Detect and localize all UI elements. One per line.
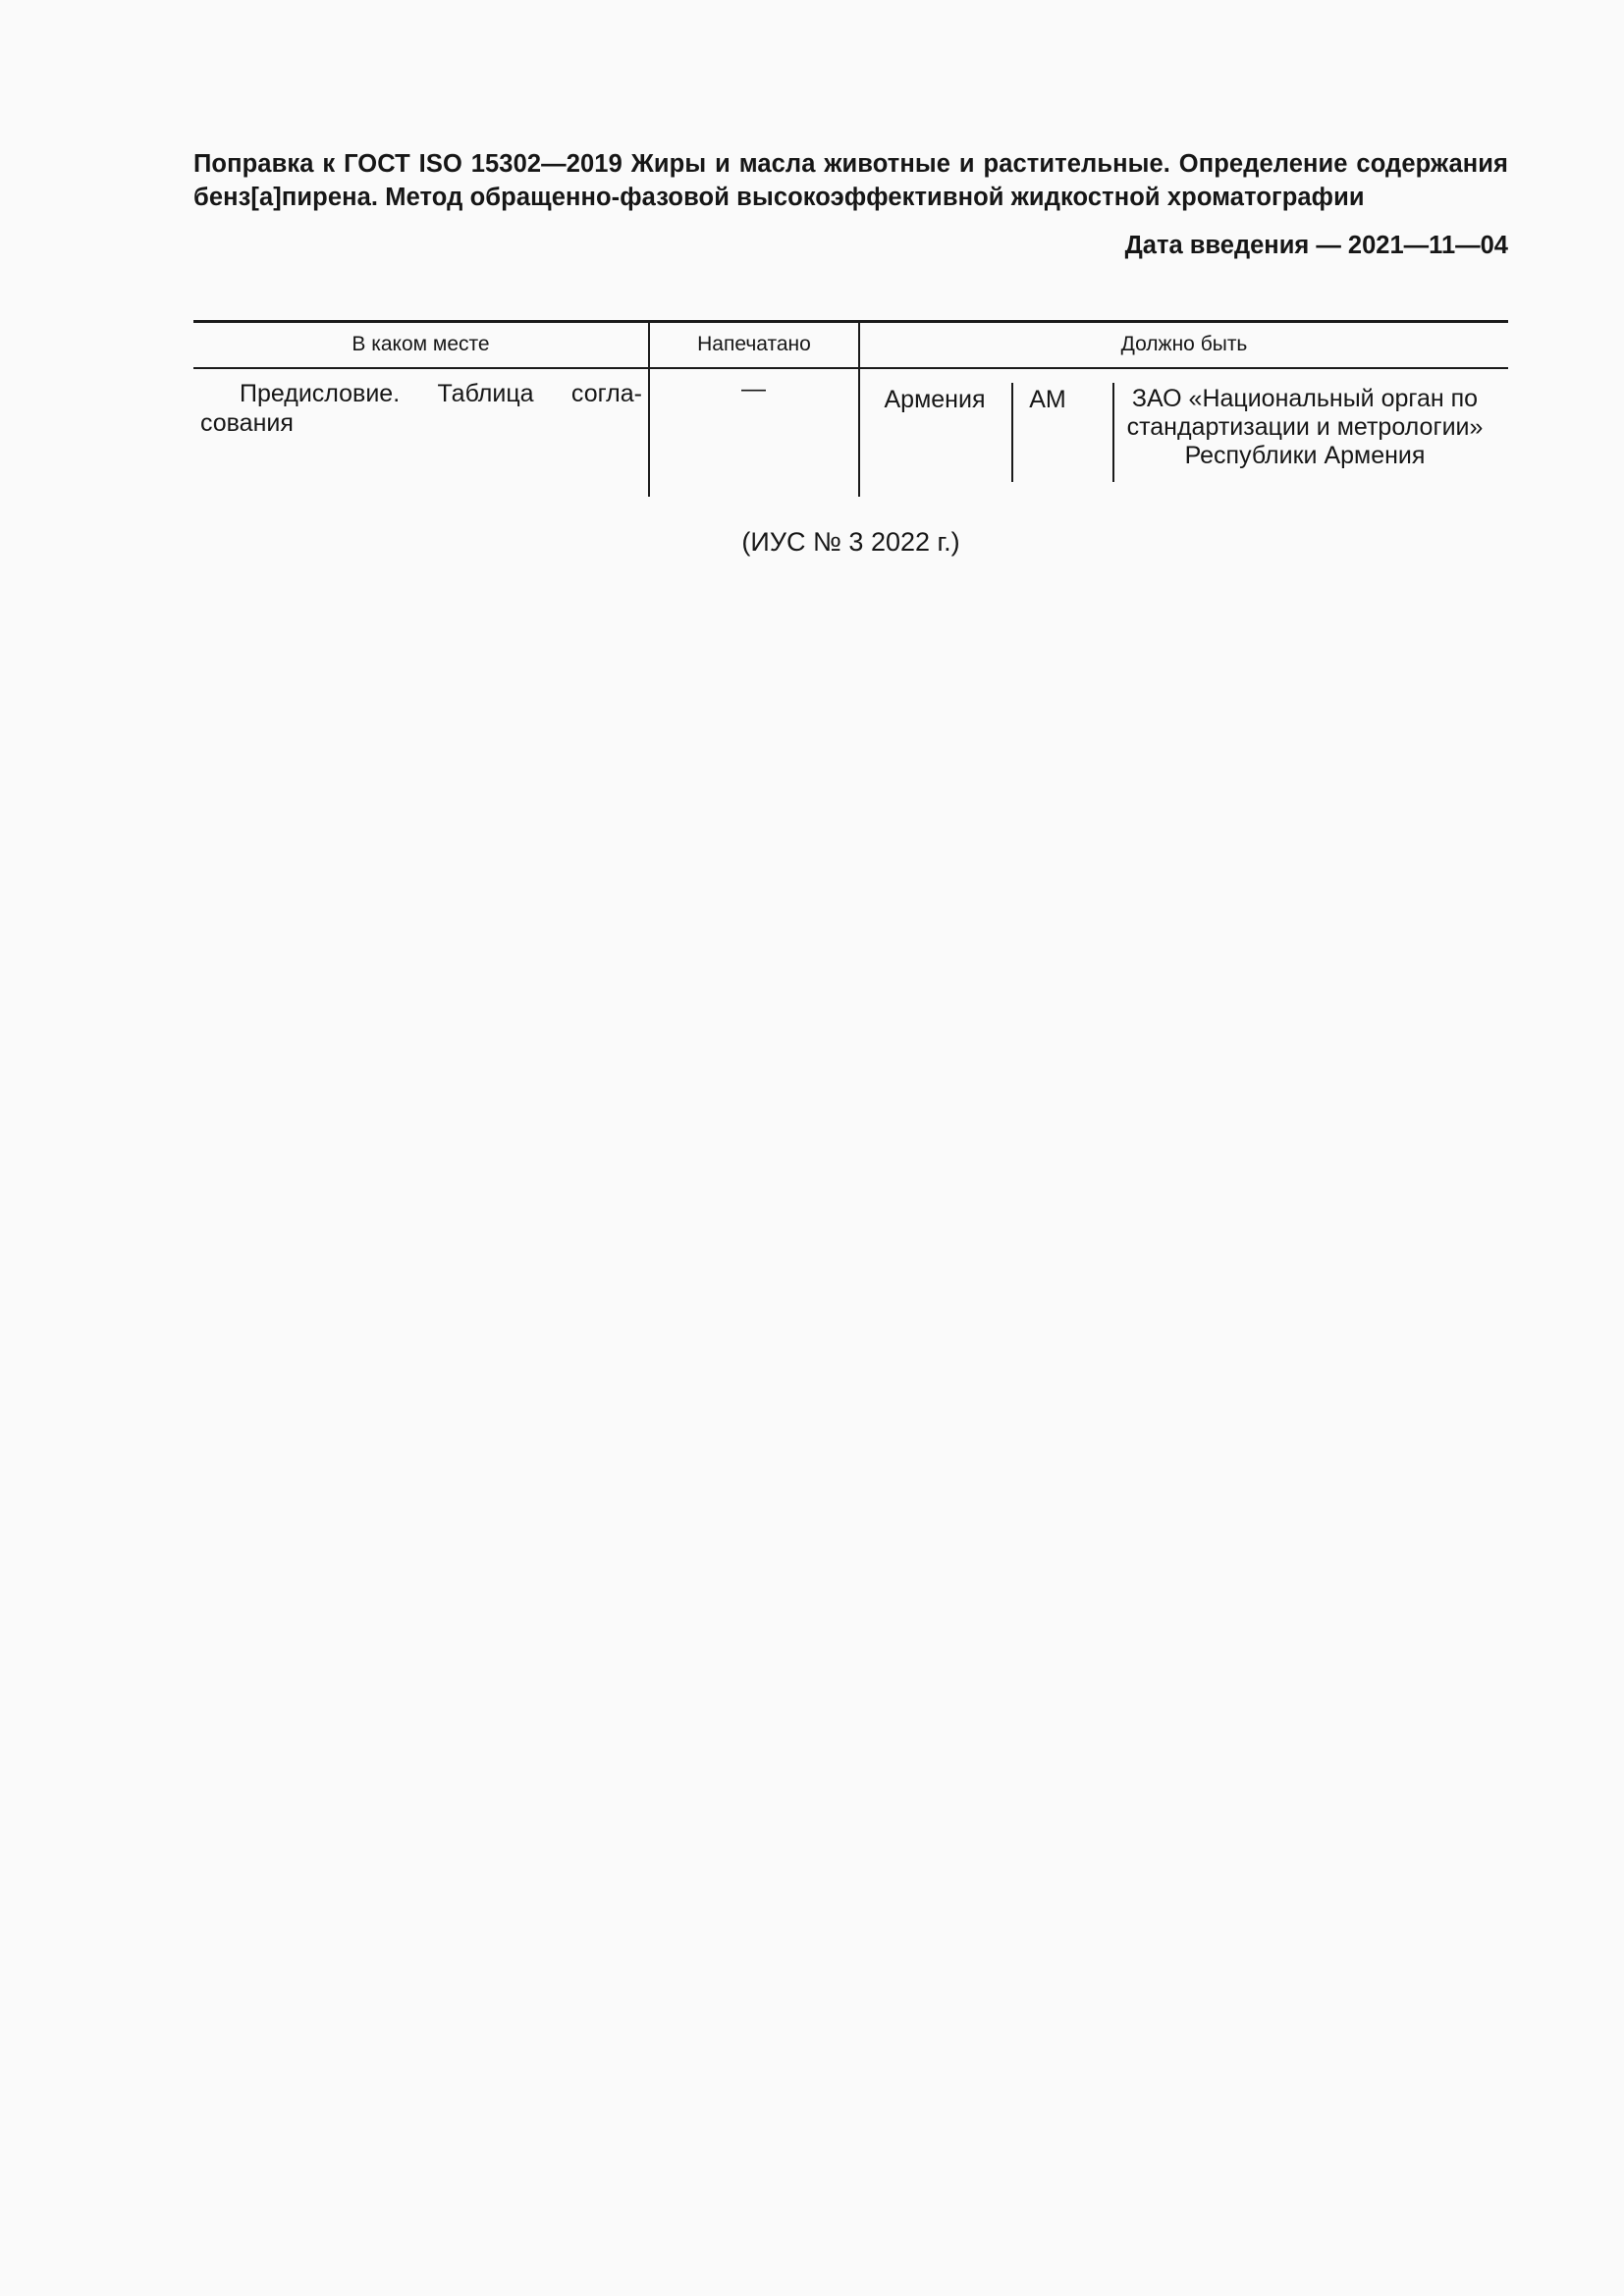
document-title: Поправка к ГОСТ ISO 15302—2019 Жиры и масла животные и растительные. Определение содержания бенз[а]пирена. Метод обращенно-фазовой высокоэффективной жидкостной хроматографии xyxy=(193,150,1508,211)
document-page xyxy=(193,147,1508,557)
cell-country: Армения xyxy=(884,386,986,413)
header-should-be: Должно быть xyxy=(1120,333,1248,355)
introduction-date: Дата введения — 2021—11—04 xyxy=(1124,232,1508,259)
cell-organization: ЗАО «Национальный орган по стандартизации и метрологии» Республики Армения xyxy=(1126,385,1484,469)
cell-where: Предисловие. Таблица согла-сования xyxy=(200,380,642,437)
header-printed: Напечатано xyxy=(697,333,811,355)
header-where: В каком месте xyxy=(352,333,490,355)
column-divider-country xyxy=(1011,383,1013,482)
correction-table xyxy=(193,320,1508,497)
cell-country-code: AM xyxy=(1029,386,1066,413)
ius-reference: (ИУС № 3 2022 г.) xyxy=(741,527,960,557)
table-header-divider xyxy=(193,367,1508,369)
cell-printed: — xyxy=(741,375,766,402)
